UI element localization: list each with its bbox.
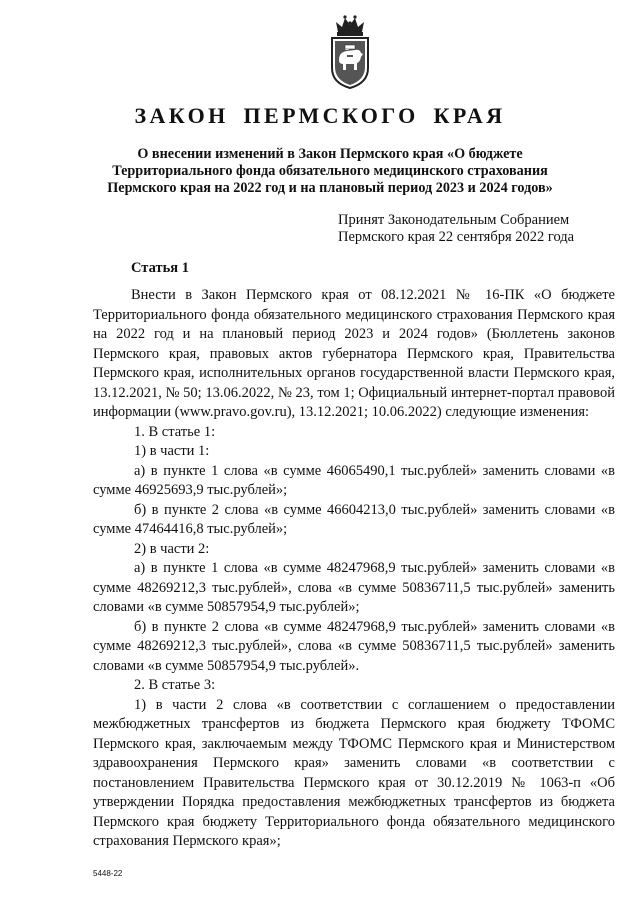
document-code: 5448-22 — [93, 869, 123, 878]
subject-line: Пермского края на 2022 год и на плановый период 2023 и 2024 годов» — [107, 180, 553, 196]
adoption-note — [338, 212, 574, 246]
adoption-line: Пермского края 22 сентября 2022 года — [338, 229, 575, 245]
body-paragraph: а) в пункте 1 слова «в сумме 46065490,1 тыс.рублей» заменить словами «в сумме 46925693,9 тыс.рублей»; — [93, 462, 615, 498]
body-paragraph: 2) в части 2: — [134, 540, 210, 557]
body-paragraph: а) в пункте 1 слова «в сумме 48247968,9 тыс.рублей» заменить словами «в сумме 48269212,3 тыс.рублей», слова «в сумме 50836711,5 тыс.рублей» заменить словами «в сумме 50857954,9 тыс.рублей»; — [93, 560, 615, 615]
body-paragraph: 2. В статье 3: — [134, 677, 216, 693]
law-subject — [60, 146, 600, 197]
adoption-line: Принят Законодательным Собранием — [338, 212, 570, 228]
body-paragraph: 1) в части 1: — [134, 443, 210, 459]
article-heading: Статья 1 — [131, 260, 189, 276]
body-paragraph: Внести в Закон Пермского края от 08.12.2021 № 16-ПК «О бюджете Территориального фонда обязательного медицинского страхования Пермского края на 2022 год и на плановый период 2023 и 2024 годов» (Бюллетень законов Пермского края, правовых актов губернатора Пермского края, Правительства Пермского края, исполнительных органов государственной власти Пермского края, 13.12.2021, № 50; 13.06.2022, № 23, том 1; Официальный интернет-портал правовой информации (www.pravo.gov.ru), 13.12.2021; 10.06.2022) следующие изменения: — [93, 287, 615, 420]
law-title: ЗАКОН ПЕРМСКОГО КРАЯ — [134, 103, 506, 128]
body-paragraph: б) в пункте 2 слова «в сумме 46604213,0 тыс.рублей» заменить словами «в сумме 47464416,8 тыс.рублей»; — [93, 501, 615, 537]
body-paragraph: б) в пункте 2 слова «в сумме 48247968,9 тыс.рублей» заменить словами «в сумме 48269212,3 тыс.рублей», слова «в сумме 50836711,5 тыс.рублей» заменить словами «в сумме 50857954,9 тыс.рублей». — [93, 618, 615, 674]
law-body — [93, 286, 615, 852]
subject-line: О внесении изменений в Закон Пермского края «О бюджете — [137, 146, 523, 162]
body-paragraph: 1) в части 2 слова «в соответствии с соглашением о предоставлении межбюджетных трансфертов из бюджета Пермского края бюджету ТФОМС Пермского края, заключаемым между ТФОМС Пермского края и Министерством здравоохранения Пермского края» заменить словами «в соответствии с постановлением Правительства Пермского края от 30.12.2019 № 1063-п «Об утверждении Порядка предоставления межбюджетных трансфертов из бюджета Пермского края бюджету Территориального фонда обязательного медицинского страхования Пермского края»; — [93, 696, 615, 849]
perm-krai-coat-of-arms-icon — [327, 12, 373, 90]
subject-line: Территориального фонда обязательного медицинского страхования — [112, 163, 548, 179]
body-paragraph: 1. В статье 1: — [134, 423, 216, 440]
